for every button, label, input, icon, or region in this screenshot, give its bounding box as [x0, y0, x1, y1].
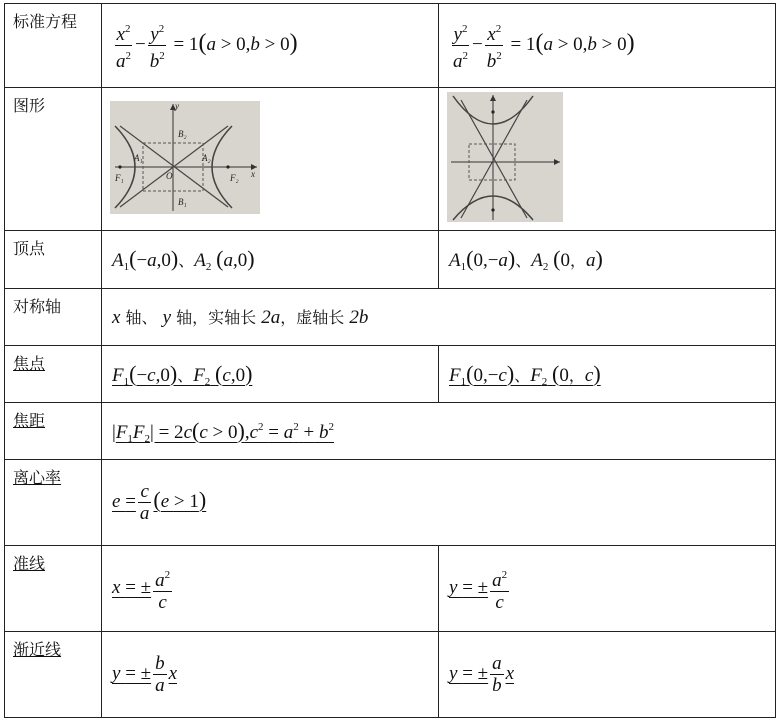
row-standard-equation — [5, 4, 776, 88]
eq-horizontal: $\frac{x^2}{a^2}$ − $\frac{y^2}{b^2}$ = 1(a > 0,b > 0) — [102, 4, 439, 88]
asymptote-horizontal: y = ± $\frac{b}{a}$ x — [102, 632, 439, 718]
focus-vertical: $F_1(0,-c)$、$F_2$ (0，c) — [439, 346, 776, 403]
label-directrix: 准线 — [5, 546, 102, 632]
asymptote-vertical: y = ± $\frac{a}{b}$ x — [439, 632, 776, 718]
imag-axis-length: 2b — [349, 307, 369, 328]
row-eccentricity — [5, 460, 776, 546]
hyperbola-table — [4, 3, 776, 718]
vertex-vertical: $A_1(0,-a)$、$A_2$ (0，a) — [439, 231, 776, 289]
graph-vertical-cell — [439, 88, 776, 231]
row-directrix — [5, 546, 776, 632]
axis-y: y — [162, 307, 172, 328]
eccentricity-content: e = $\frac{c}{a}$ (e > 1) — [102, 460, 776, 546]
label-graph: 图形 — [5, 88, 102, 231]
label-focal-distance: 焦距 — [5, 403, 102, 460]
row-axis — [5, 289, 776, 346]
graph-label-b1: B₁ — [178, 196, 187, 207]
graph-label-a1: A₁ — [134, 152, 143, 163]
label-focus: 焦点 — [5, 346, 102, 403]
eq-vertical: $\frac{y^2}{a^2}$ − $\frac{x^2}{b^2}$ = 1(a > 0,b > 0) — [439, 4, 776, 88]
vertex-horizontal: $A_1(-a,0)$、$A_2$ (a,0) — [102, 231, 439, 289]
focus-horizontal: $F_1(-c,0)$、$F_2$ (c,0) — [102, 346, 439, 403]
axis-after: 轴，实轴长 — [171, 308, 262, 327]
axis-mid: 轴、 — [120, 308, 163, 327]
real-axis-length: 2a — [261, 307, 281, 328]
graph-label-x: x — [251, 168, 255, 179]
graph-label-a2: A₂ — [202, 152, 211, 163]
row-vertex — [5, 231, 776, 289]
graph-label-f2: F₂ — [230, 172, 239, 183]
label-eccentricity: 离心率 — [5, 460, 102, 546]
axis-content — [102, 289, 776, 346]
graph-label-y: y — [175, 100, 179, 111]
axis-sep: ，虚轴长 — [280, 308, 350, 327]
directrix-horizontal: x = ± $\frac{a^2}{c}$ — [102, 546, 439, 632]
graph-label-f1: F₁ — [115, 172, 124, 183]
label-asymptote: 渐近线 — [5, 632, 102, 718]
hyperbola-horizontal-photo — [110, 101, 260, 214]
axis-x: x — [112, 307, 121, 328]
graph-label-o: O — [166, 170, 173, 181]
row-asymptote — [5, 632, 776, 718]
row-focus — [5, 346, 776, 403]
label-axis: 对称轴 — [5, 289, 102, 346]
row-graph — [5, 88, 776, 231]
focal-distance-content: $|F_1F_2| = 2c(c > 0),c^2 = a^2 + b^2$ — [102, 403, 776, 460]
graph-label-b2: B₂ — [178, 128, 187, 139]
hyperbola-vertical-photo — [447, 92, 563, 222]
graph-horizontal-cell — [102, 88, 439, 231]
row-focal-distance — [5, 403, 776, 460]
label-standard-equation: 标准方程 — [5, 4, 102, 88]
label-vertex: 顶点 — [5, 231, 102, 289]
directrix-vertical: y = ± $\frac{a^2}{c}$ — [439, 546, 776, 632]
